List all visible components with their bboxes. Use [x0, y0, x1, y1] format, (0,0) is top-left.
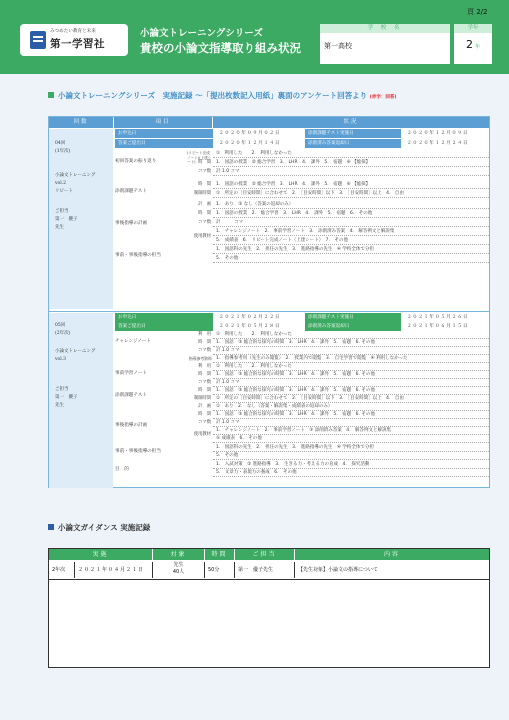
item-followup: 事後指導の計画	[115, 423, 148, 428]
col-head-target: 対象	[153, 549, 205, 560]
item-test: 添削課題テスト	[115, 393, 147, 398]
book-name: 小論文トレーニング	[55, 173, 96, 178]
sub-label: 時 間	[198, 211, 211, 216]
grade-value	[454, 38, 492, 51]
sub-label: 計 画	[198, 404, 211, 409]
col-head-status: 状況	[213, 117, 489, 128]
return-date: ２０２１年０６月１５日	[403, 322, 489, 331]
item-staff: 事前・事後指導の担当	[115, 253, 161, 258]
guidance-date: ２０２１年０４月２１日	[75, 562, 153, 578]
guidance-teacher: 第一 優子先生	[235, 562, 295, 578]
test-date-label: 添削課題テスト実施日	[305, 313, 401, 322]
answer-row: 5. その他	[213, 255, 489, 263]
test-date-label: 添削課題テスト実施日	[305, 129, 401, 138]
apply-date: ２０２０年０９月０２日	[215, 129, 303, 138]
answer-row: 1. 国語 ② 総合的な探究の時間 3. LHR 4. 課外 5. 宿題 6. その他	[213, 371, 489, 379]
item-staff: 事前・事後指導の担当	[115, 449, 161, 454]
answer-row: 1. チャレンジノート 2. 事前学習ノート 3. 添削済み答案 4. 解答例文と解説集	[213, 228, 489, 236]
block-divider	[49, 311, 489, 312]
test-date: ２０２１年０５月２６日	[403, 313, 489, 322]
answer-row: 1. 国語科の先生 2. 担任の先生 3. 進路指導の先生 ④ 学校全体で分担	[213, 246, 489, 254]
answer-row: ⑤ 成績表 6. その他	[213, 435, 489, 443]
guidance-content: 【先生対象】小論文の指導について	[298, 567, 378, 573]
submit-date: ２０２０年１２月１４日	[215, 139, 303, 148]
sub-label: 使用教材	[193, 234, 211, 239]
grade-number: 2	[465, 38, 473, 51]
answer-row: ① 利用した 2. 利用しなかった	[213, 363, 489, 371]
page-title: 貴校の小論文指導取り組み状況	[140, 41, 301, 55]
test-date: ２０２０年１２月０９日	[403, 129, 489, 138]
answer-row: 1. チャレンジノート 2. 事前学習ノート ③ 添削済み答案 4. 解答例文と解説集	[213, 427, 489, 435]
date-row-1	[115, 313, 489, 322]
submit-date-label: 答案ご提出日	[115, 322, 213, 331]
answer-row: 1. 国語の授業 2. 総合学習 3. LHR 4. 課外 5. 宿題 6. その他	[213, 210, 489, 218]
round-label: 04回	[55, 141, 66, 146]
section-marker-icon	[48, 92, 54, 98]
book-vol: vol.2	[55, 181, 66, 186]
grade-label: 学年	[454, 24, 492, 33]
submit-date-label: 答案ご提出日	[115, 139, 213, 148]
item-challenge: チャレンジノート	[115, 339, 152, 344]
teacher-name: 第一 優子	[55, 395, 78, 400]
section-marker-icon	[48, 524, 54, 530]
sub-label: 時 間	[198, 182, 211, 187]
apply-date-label: お申込日	[115, 129, 213, 138]
apply-date-label: お申込日	[115, 313, 213, 322]
answer-row: 5. 文章力・表現力の養成 6. その他	[213, 469, 489, 477]
answer-row: 計 1.0 コマ	[213, 168, 489, 176]
row-divider	[49, 579, 489, 580]
answer-row: 計 1.0 コマ	[213, 347, 489, 355]
answer-row: 1. 国語の授業 ② 総合学習 3. LHR 4. 課外 5. 宿題 ⑥ 【総探】	[213, 159, 489, 167]
answer-row: ① 利用した 2. 利用しなかった	[213, 331, 489, 339]
answer-row: ① 利用した 2. 利用しなかった	[213, 150, 489, 158]
answer-row: 計 1.0 コマ	[213, 379, 489, 387]
answer-row: 1. 国語科の先生 2. 担任の先生 3. 進路指導の先生 ④ 学校全体で分担	[213, 444, 489, 452]
book-vol: vol.3	[55, 357, 66, 362]
records-table	[48, 116, 490, 488]
answer-row: 1. 国語 ② 総合的な探究の時間 3. LHR 4. 課外 5. 宿題 6. その他	[213, 411, 489, 419]
grade-year: (2年次)	[55, 331, 71, 336]
guidance-table	[48, 548, 490, 668]
col-head-date: 実施	[49, 549, 153, 560]
guidance-target	[153, 562, 205, 578]
record-block-05	[49, 313, 489, 488]
school-field	[320, 24, 450, 64]
target-role: 先生	[173, 562, 184, 568]
guidance-time: 50分	[205, 562, 235, 578]
logo-mark-icon	[30, 31, 46, 49]
teacher-name: 第一 優子	[55, 217, 78, 222]
school-value: 第一高校	[324, 42, 352, 50]
date-row-2	[115, 322, 489, 331]
col-head-item: 項目	[114, 117, 212, 128]
grade-year: (1年次)	[55, 149, 71, 154]
sub-label: 時 間	[198, 372, 211, 377]
teacher-label: ご担当	[55, 209, 69, 214]
col-head-staff: ご担当	[235, 549, 295, 560]
page-number: 頁 2/2	[467, 8, 488, 16]
sub-label: 指導参考資料	[189, 356, 212, 361]
answer-row: ① あり 2. なし（答案・解説集・成績表の返却のみ）	[213, 403, 489, 411]
answer-row: ① 所定の［目安時間］に合わせて 2. ［目安時間］以下 3. ［目安時間］以上 4. 自由	[213, 395, 489, 403]
date-row-1	[115, 129, 489, 138]
section-title-records	[48, 90, 396, 101]
answer-row: 1. 国語 ② 総合的な探究の時間 3. LHR 4. 課外 5. 宿題 6. その他	[213, 387, 489, 395]
item-test: 添削課題テスト	[115, 189, 147, 194]
header-band	[0, 0, 509, 74]
col-head-content: 内容	[295, 549, 489, 560]
record-info-05	[49, 313, 113, 488]
logo-tagline: みつめたい教育と未来	[50, 29, 96, 34]
return-date-label: 添削済み答案返却日	[305, 322, 401, 331]
return-date: ２０２０年１２月２４日	[403, 139, 489, 148]
teacher-suffix: 先生	[55, 225, 64, 230]
book-name: 小論文トレーニング	[55, 349, 96, 354]
school-label: 学 校 名	[320, 24, 450, 33]
answer-row: 1. 指導参考用（先生のみ閲覧） 2. 授業内で閲覧 3. 自宅学習で閲覧 ④ 利用しなかった	[213, 355, 489, 363]
sub-label: コマ数	[198, 420, 211, 425]
sub-label: 時 間	[198, 388, 211, 393]
record-info-04	[49, 129, 113, 309]
item-purpose: 目 的	[115, 467, 129, 472]
return-date-label: 添削済み答案返却日	[305, 139, 401, 148]
teacher-suffix: 先生	[55, 403, 64, 408]
sub-label: コマ数	[198, 348, 211, 353]
item-prep: 事前学習ノート	[115, 371, 148, 376]
sub-label: コマ数	[198, 380, 211, 385]
item-review-sub: (リピート完成ノート)(上達シート)	[187, 151, 212, 164]
sub-label: 時 間	[198, 340, 211, 345]
sub-label: 時 間	[198, 412, 211, 417]
answer-row: 計 1.0 コマ	[213, 419, 489, 427]
logo-name: 第一学習社	[50, 38, 105, 50]
answer-row: 1. 入試対策 ② 進路指導 3. 生きる力・考える力の育成 4. 探究活動	[213, 461, 489, 469]
date-row-2	[115, 139, 489, 148]
answer-row: 5. 成績表 6. リピート完成ノート（上達シート） 7. その他	[213, 237, 489, 245]
section-title-text: 小論文トレーニングシリーズ 実施記録 〜「提出枚数記入用紙」裏面のアンケート回答より	[58, 91, 368, 100]
answer-row: ① 所定の［目安時間］に合わせて 2. ［目安時間］以下 3. ［目安時間］以上 4. 自由	[213, 190, 489, 198]
target-count: 40人	[172, 569, 185, 575]
teacher-label: ご担当	[55, 387, 69, 392]
col-head-round: 回数	[49, 117, 113, 128]
item-review: 初回答案の振り返り	[115, 159, 157, 164]
sub-label: 計 画	[198, 202, 211, 207]
section-title-guidance	[48, 522, 150, 533]
sub-label: 制限時間	[193, 396, 211, 401]
answer-row: 1. 国語 ② 総合的な探究の時間 3. LHR 4. 課外 5. 宿題 6. その他	[213, 339, 489, 347]
publisher-logo	[20, 24, 128, 56]
grade-unit: 年	[474, 44, 480, 50]
book-type: リピート	[55, 189, 73, 194]
record-block-04	[49, 129, 489, 309]
submit-date: ２０２１年０５月２８日	[215, 322, 303, 331]
series-name: 小論文トレーニングシリーズ	[140, 28, 263, 39]
answer-row: 5. その他	[213, 452, 489, 460]
answer-row: 1. あり ② なし（答案の返却のみ）	[213, 201, 489, 209]
answer-row: 1. 国語の授業 ② 総合学習 3. LHR 4. 課外 5. 宿題 ⑥ 【総探】	[213, 181, 489, 189]
round-label: 05回	[55, 323, 66, 328]
section-note: (赤字：回答)	[369, 95, 397, 100]
sub-label: 制限時間	[193, 191, 211, 196]
grade-field	[454, 24, 492, 64]
sub-label: 時 間	[198, 160, 211, 165]
guidance-grade: 2年次	[49, 562, 75, 578]
sub-label: 利 用	[198, 364, 211, 369]
apply-date: ２０２１年０２月２２日	[215, 313, 303, 322]
sub-label: コマ数	[198, 220, 211, 225]
col-head-time: 時間	[205, 549, 235, 560]
answer-row: 計 コマ	[213, 219, 489, 227]
sub-label: 使用教材	[193, 432, 211, 437]
sub-label: コマ数	[198, 169, 211, 174]
sub-label: 利 用	[198, 332, 211, 337]
section-title-text: 小論文ガイダンス 実施記録	[58, 523, 151, 532]
item-followup: 事後指導の計画	[115, 221, 148, 226]
